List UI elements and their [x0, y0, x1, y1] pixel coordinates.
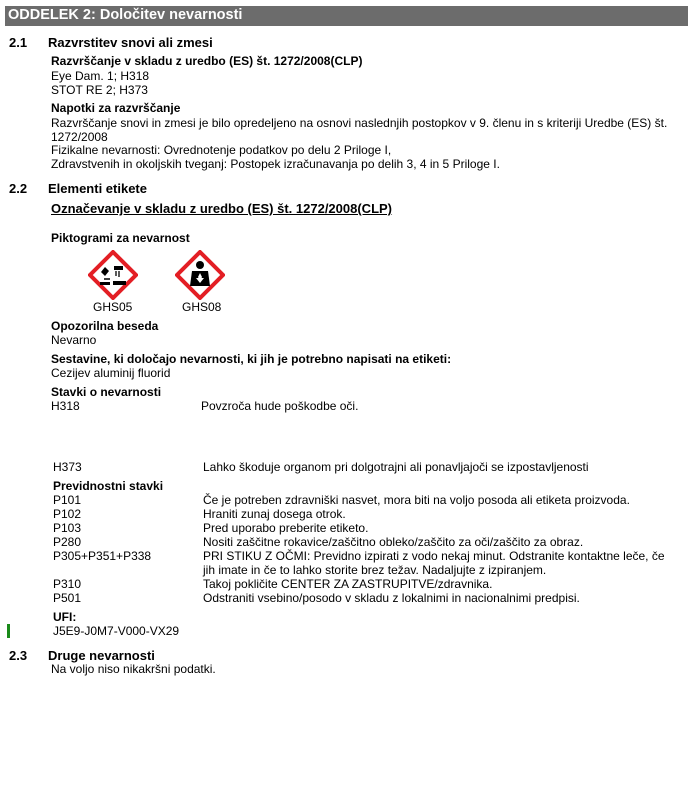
ingredients-heading: Sestavine, ki določajo nevarnosti, ki jih je potrebno napisati na etiketi:	[51, 352, 452, 366]
precaution-code: P103	[53, 521, 82, 535]
section-number-2-3: 2.3	[9, 648, 28, 663]
notes-line: 1272/2008	[51, 130, 108, 144]
section-header	[5, 6, 688, 26]
precaution-code: P101	[53, 493, 82, 507]
hazard-statements-heading: Stavki o nevarnosti	[51, 385, 162, 399]
pictograms-heading: Piktogrami za nevarnost	[51, 231, 190, 245]
signal-word-heading: Opozorilna beseda	[51, 319, 159, 333]
precaution-text: Pred uporabo preberite etiketo.	[203, 521, 369, 535]
classification-line: STOT RE 2; H373	[51, 83, 148, 97]
change-marker	[7, 624, 10, 638]
ufi-heading: UFI:	[53, 610, 77, 624]
signal-word: Nevarno	[51, 333, 97, 347]
precaution-text: Če je potreben zdravniški nasvet, mora biti na voljo posoda ali etiketa proizvoda.	[203, 493, 630, 507]
hazard-text: Povzroča hude poškodbe oči.	[201, 399, 359, 413]
section-number-2-2: 2.2	[9, 181, 28, 196]
notes-line: Razvrščanje snovi in zmesi je bilo opredeljeno na osnovi naslednjih postopkov v 9. členu in s kriteriji Uredbe (ES) št.	[51, 116, 668, 130]
clp-classification-heading: Razvrščanje v skladu z uredbo (ES) št. 1272/2008(CLP)	[51, 54, 363, 68]
ufi-code: J5E9-J0M7-V000-VX29	[53, 624, 180, 638]
section-title-2-3: Druge nevarnosti	[48, 648, 155, 663]
precaution-code: P102	[53, 507, 82, 521]
precaution-code: P310	[53, 577, 82, 591]
precaution-code: P501	[53, 591, 82, 605]
corrosion-icon	[88, 250, 138, 300]
precautionary-heading: Previdnostni stavki	[53, 479, 164, 493]
precaution-text: Odstraniti vsebino/posodo v skladu z lokalnimi in nacionalnimi predpisi.	[203, 591, 580, 605]
precaution-code: P305+P351+P338	[53, 549, 152, 563]
precaution-text: Takoj pokličite CENTER ZA ZASTRUPITVE/zdravnika.	[203, 577, 493, 591]
classification-line: Eye Dam. 1; H318	[51, 69, 150, 83]
ingredient-name: Cezijev aluminij fluorid	[51, 366, 171, 380]
notes-line: Zdravstvenih in okoljskih tveganj: Postopek izračunavanja po delih 3, 4 in 5 Priloge I.	[51, 157, 500, 171]
other-hazards-text: Na voljo niso nikakršni podatki.	[51, 662, 216, 676]
hazard-code: H373	[53, 460, 82, 474]
classification-notes-heading: Napotki za razvrščanje	[51, 101, 181, 115]
health-hazard-icon	[175, 250, 225, 300]
precaution-text: PRI STIKU Z OČMI: Previdno izpirati z vodo nekaj minut. Odstranite kontaktne leče, če jih imate in če to lahko storite brez težav. Nadaljujte z izpiranjem.	[203, 549, 665, 577]
notes-line: Fizikalne nevarnosti: Ovrednotenje podatkov po delu 2 Priloge I,	[51, 143, 392, 157]
hazard-text: Lahko škoduje organom pri dolgotrajni ali ponavljajoči se izpostavljenosti	[203, 460, 589, 474]
hazard-code: H318	[51, 399, 80, 413]
labelling-heading: Označevanje v skladu z uredbo (ES) št. 1272/2008(CLP)	[51, 201, 393, 216]
pictogram-code: GHS08	[182, 300, 222, 314]
section-header-title: ODDELEK 2: Določitev nevarnosti	[8, 7, 243, 23]
precaution-text: Nositi zaščitne rokavice/zaščitno obleko/zaščito za oči/zaščito za obraz.	[203, 535, 584, 549]
precaution-text: Hraniti zunaj dosega otrok.	[203, 507, 346, 521]
section-title-2-1: Razvrstitev snovi ali zmesi	[48, 35, 213, 50]
section-number-2-1: 2.1	[9, 35, 28, 50]
precaution-code: P280	[53, 535, 82, 549]
section-title-2-2: Elementi etikete	[48, 181, 147, 196]
pictogram-code: GHS05	[93, 300, 133, 314]
